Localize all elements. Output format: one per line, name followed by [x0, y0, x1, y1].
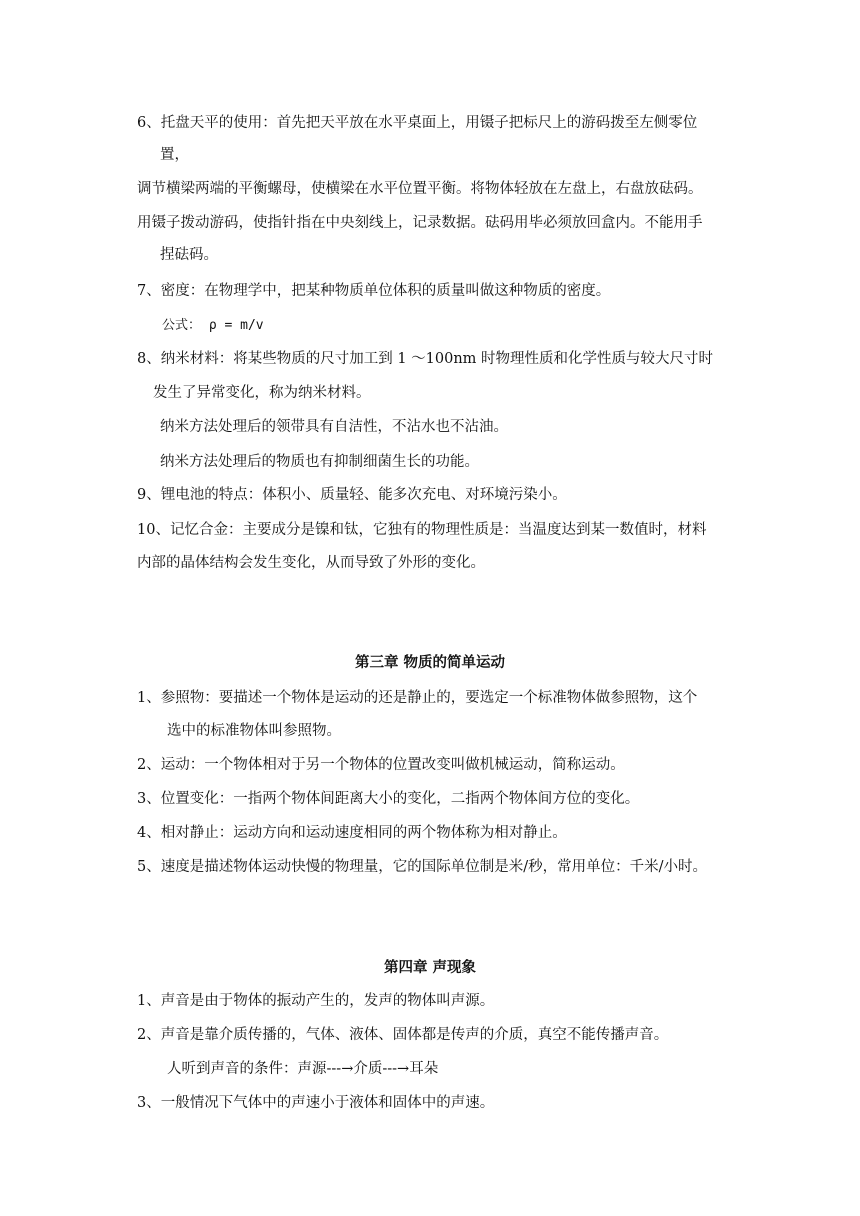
chapter3-item1-line1: 1、参照物：要描述一个物体是运动的还是静止的，要选定一个标准物体做参照物，这个	[137, 690, 698, 706]
chapter3-item1-line2: 选中的标准物体叫参照物。	[167, 723, 341, 739]
chapter3-item2: 2、运动：一个物体相对于另一个物体的位置改变叫做机械运动，简称运动。	[137, 757, 625, 773]
hearing-medium: 介质	[353, 1061, 383, 1077]
chapter3-item4: 4、相对静止：运动方向和运动速度相同的两个物体称为相对静止。	[137, 825, 567, 841]
hearing-ear: 耳朵	[409, 1061, 439, 1077]
chapter3-title: 第三章 物质的简单运动	[354, 655, 506, 671]
chapter3-item5: 5、速度是描述物体运动快慢的物理量，它的国际单位制是米/秒，常用单位：千米/小时。	[137, 859, 707, 875]
chapter4-item3: 3、一般情况下气体中的声速小于液体和固体中的声速。	[137, 1095, 495, 1111]
chapter4-item2: 2、声音是靠介质传播的，气体、液体、固体都是传声的介质，真空不能传播声音。	[137, 1027, 669, 1043]
item10-line1: 10、记忆合金：主要成分是镍和钛，它独有的物理性质是：当温度达到某一数值时，材料	[137, 522, 707, 538]
chapter3-item3: 3、位置变化：一指两个物体间距离大小的变化，二指两个物体间方位的变化。	[137, 791, 640, 807]
item8-line1: 8、纳米材料：将某些物质的尺寸加工到 1 ～100nm 时物理性质和化学性质与较大尺寸时	[137, 351, 714, 367]
item7-line1: 7、密度：在物理学中，把某种物质单位体积的质量叫做这种物质的密度。	[137, 283, 611, 299]
item6-line1: 6、托盘天平的使用：首先把天平放在水平桌面上，用镊子把标尺上的游码拨至左侧零位	[137, 115, 698, 131]
item6-line2: 置，	[160, 147, 189, 163]
density-formula: 公式： ρ = m/v	[162, 318, 264, 333]
arrow-icon: ---→	[382, 1061, 410, 1077]
item6-line3: 调节横梁两端的平衡螺母，使横梁在水平位置平衡。将物体轻放在左盘上，右盘放砝码。	[137, 181, 703, 197]
chapter4-title: 第四章 声现象	[383, 960, 477, 976]
item6-line4: 用镊子拨动游码，使指针指在中央刻线上，记录数据。砝码用毕必须放回盒内。不能用手	[137, 215, 703, 231]
chapter4-item1: 1、声音是由于物体的振动产生的，发声的物体叫声源。	[137, 993, 495, 1009]
hearing-conditions	[167, 1060, 438, 1078]
item9-line1: 9、锂电池的特点：体积小、质量轻、能多次充电、对环境污染小。	[137, 487, 567, 503]
hearing-prefix: 人听到声音的条件：声源	[167, 1061, 327, 1077]
item6-line5: 捏砝码。	[160, 247, 218, 263]
item10-line2: 内部的晶体结构会发生变化，从而导致了外形的变化。	[137, 555, 485, 571]
item8-line4: 纳米方法处理后的物质也有抑制细菌生长的功能。	[160, 454, 479, 470]
arrow-icon: ---→	[326, 1061, 354, 1077]
item8-line2: 发生了异常变化，称为纳米材料。	[153, 385, 371, 401]
item8-line3: 纳米方法处理后的领带具有自洁性，不沾水也不沾油。	[160, 419, 508, 435]
